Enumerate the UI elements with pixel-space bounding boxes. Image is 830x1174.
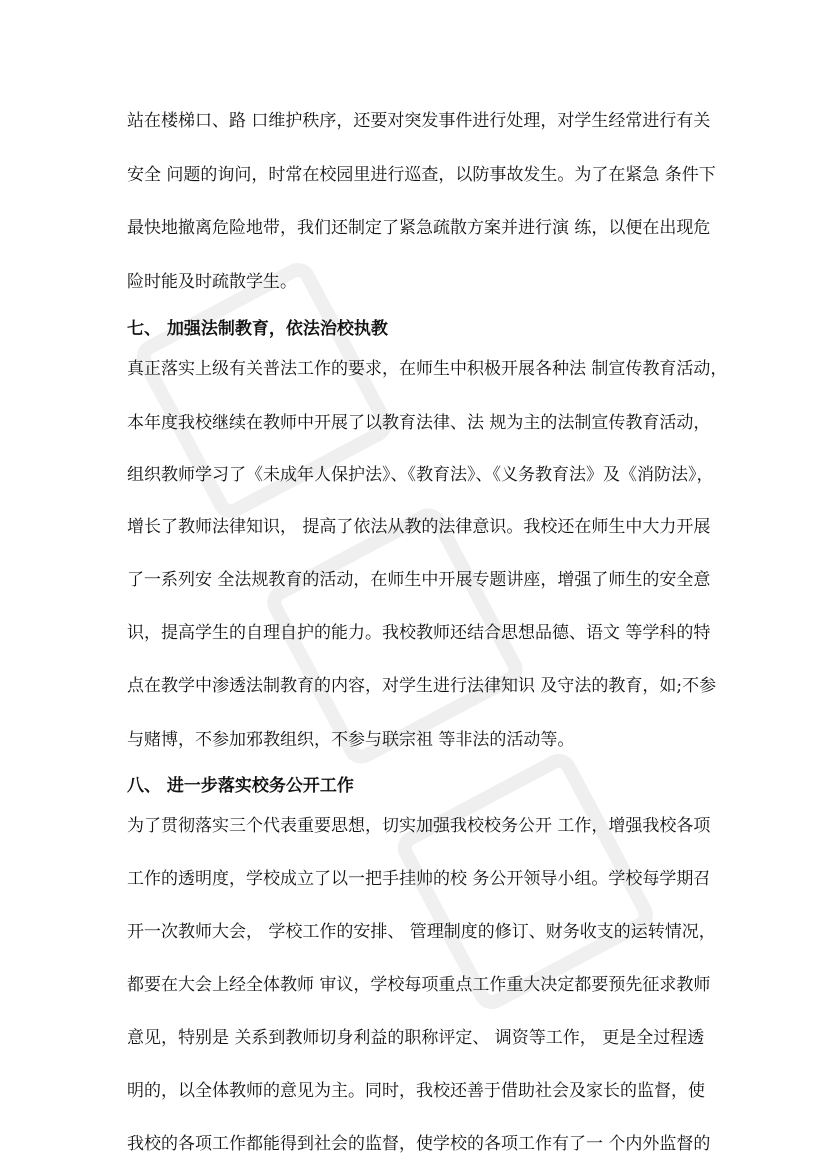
- section-heading-7: 七、 加强法制教育，依法治校执教: [127, 319, 388, 339]
- paragraph-line: 明的，以全体教师的意见为主。同时，我校还善于借助社会及家长的监督，使: [127, 1081, 705, 1101]
- paragraph-line: 真正落实上级有关普法工作的要求，在师生中积极开展各种法 制宣传教育活动，: [127, 359, 728, 379]
- paragraph-line: 了一系列安 全法规教育的活动，在师生中开展专题讲座，增强了师生的安全意: [127, 570, 711, 590]
- paragraph-line: 意见，特别是 关系到教师切身利益的职称评定、 调资等工作， 更是全过程透: [127, 1028, 705, 1048]
- paragraph-line: 安全 问题的询问，时常在校园里进行巡查，以防事故发生。为了在紧急 条件下: [127, 165, 716, 185]
- paragraph-line: 为了贯彻落实三个代表重要思想，切实加强我校校务公开 工作，增强我校各项: [127, 816, 711, 836]
- paragraph-line: 我校的各项工作都能得到社会的监督，使学校的各项工作有了一 个内外监督的: [127, 1134, 711, 1154]
- paragraph-line: 本年度我校继续在教师中开展了以教育法律、法 规为主的法制宣传教育活动，: [127, 413, 711, 433]
- paragraph-line: 险时能及时疏散学生。: [127, 272, 297, 292]
- paragraph-line: 增长了教师法律知识， 提高了依法从教的法律意识。我校还在师生中大力开展: [127, 517, 711, 537]
- paragraph-line: 点在教学中渗透法制教育的内容，对学生进行法律知识 及守法的教育，如;不参: [127, 676, 717, 696]
- paragraph-line: 最快地撤离危险地带，我们还制定了紧急疏散方案并进行演 练，以便在出现危: [127, 218, 711, 238]
- section-heading-8: 八、 进一步落实校务公开工作: [127, 776, 354, 796]
- paragraph-line: 组织教师学习了《未成年人保护法》、《教育法》、《义务教育法》及《消防法》，: [127, 465, 714, 485]
- paragraph-line: 开一次教师大会， 学校工作的安排、 管理制度的修订、财务收支的运转情况，: [127, 922, 716, 942]
- paragraph-line: 与赌博，不参加邪教组织，不参与联宗祖 等非法的活动等。: [127, 730, 575, 750]
- paragraph-line: 识，提高学生的自理自护的能力。我校教师还结合思想品德、语文 等学科的特: [127, 623, 711, 643]
- paragraph-line: 站在楼梯口、路 口维护秩序，还要对突发事件进行处理，对学生经常进行有关: [127, 111, 711, 131]
- paragraph-line: 工作的透明度，学校成立了以一把手挂帅的校 务公开领导小组。学校每学期召: [127, 869, 711, 889]
- paragraph-line: 都要在大会上经全体教师 审议，学校每项重点工作重大决定都要预先征求教师: [127, 975, 711, 995]
